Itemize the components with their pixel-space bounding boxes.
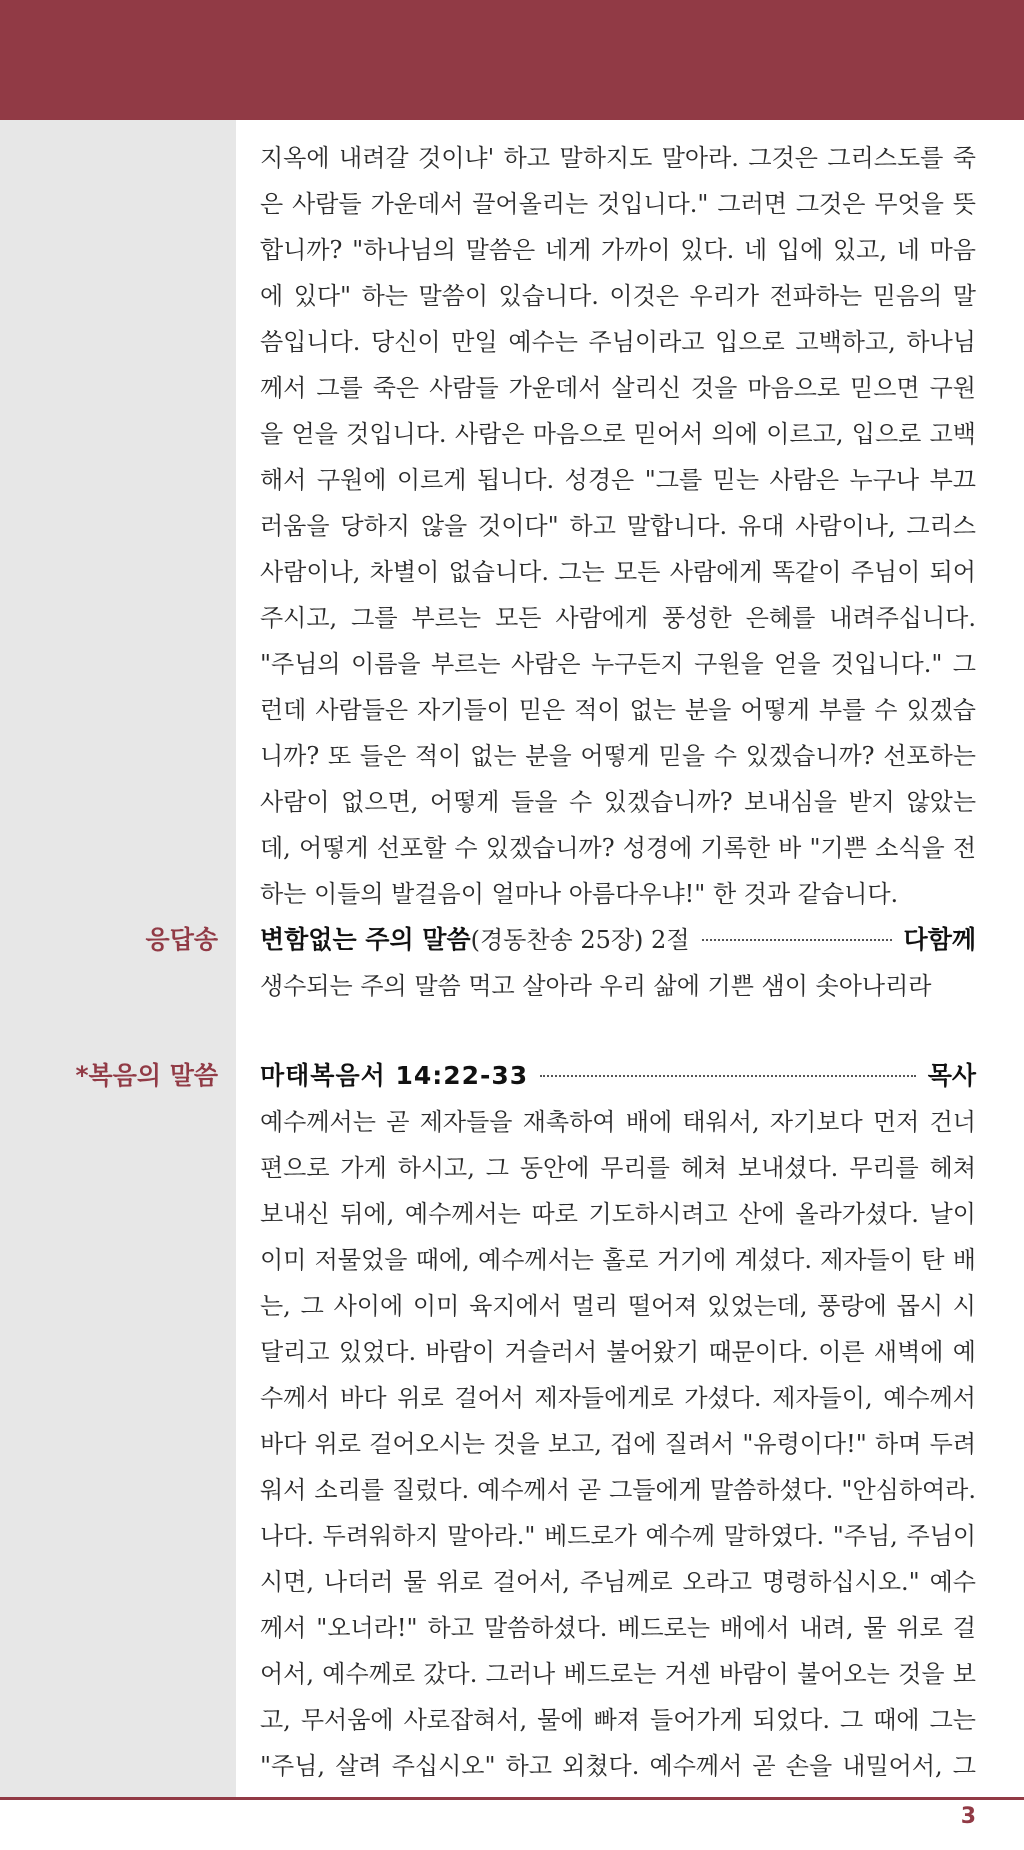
text-line: 시면, 나더러 물 위로 걸어서, 주님께로 오라고 명령하십시오." 예수 <box>260 1568 976 1596</box>
text-line: 이미 저물었을 때에, 예수께서는 홀로 거기에 계셨다. 제자들이 탄 배 <box>260 1246 976 1274</box>
text-line: 에 있다" 하는 말씀이 있습니다. 이것은 우리가 전파하는 믿음의 말 <box>260 282 976 310</box>
text-line: 께서 "오너라!" 하고 말씀하셨다. 베드로는 배에서 내려, 물 위로 걸 <box>260 1614 976 1642</box>
leader-dots <box>702 939 892 941</box>
text-line: 고, 무서움에 사로잡혀서, 물에 빠져 들어가게 되었다. 그 때에 그는 <box>260 1706 976 1734</box>
response-song-title: 변함없는 주의 말씀 <box>260 925 471 954</box>
text-line: 지옥에 내려갈 것이냐' 하고 말하지도 말아라. 그것은 그리스도를 죽 <box>260 144 976 172</box>
text-line: 사람이나, 차별이 없습니다. 그는 모든 사람에게 똑같이 주님이 되어 <box>260 558 976 586</box>
text-line: 께서 그를 죽은 사람들 가운데서 살리신 것을 마음으로 믿으면 구원 <box>260 374 976 402</box>
response-song-lyric: 생수되는 주의 말씀 먹고 살아라 우리 삶에 기쁜 샘이 솟아나리라 <box>260 972 932 1000</box>
text-line: 씀입니다. 당신이 만일 예수는 주님이라고 입으로 고백하고, 하나님 <box>260 328 976 356</box>
response-song-detail: (경동찬송 25장) 2절 <box>470 926 690 954</box>
page-number: 3 <box>960 1804 976 1829</box>
gospel-header <box>260 1061 976 1091</box>
text-line: 수께서 바다 위로 걸어서 제자들에게로 가셨다. 제자들이, 예수께서 <box>260 1384 976 1412</box>
gospel-title: 마태복음서 14:22-33 <box>260 1061 529 1090</box>
text-line: 는, 그 사이에 이미 육지에서 멀리 떨어져 있었는데, 풍랑에 몹시 시 <box>260 1292 976 1320</box>
text-line: 편으로 가게 하시고, 그 동안에 무리를 헤쳐 보내셨다. 무리를 헤쳐 <box>260 1154 976 1182</box>
text-line: 데, 어떻게 선포할 수 있겠습니까? 성경에 기록한 바 "기쁜 소식을 전 <box>260 834 976 862</box>
text-line: 예수께서는 곧 제자들을 재촉하여 배에 태워서, 자기보다 먼저 건너 <box>260 1108 976 1136</box>
text-line: 합니까? "하나님의 말씀은 네게 가까이 있다. 네 입에 있고, 네 마음 <box>260 236 976 264</box>
gospel-reader: 목사 <box>927 1061 976 1090</box>
text-line: 니까? 또 들은 적이 없는 분을 어떻게 믿을 수 있겠습니까? 선포하는 <box>260 742 976 770</box>
text-line: 워서 소리를 질렀다. 예수께서 곧 그들에게 말씀하셨다. "안심하여라. <box>260 1476 976 1504</box>
gospel-label: *복음의 말씀 <box>75 1061 218 1090</box>
text-line: 해서 구원에 이르게 됩니다. 성경은 "그를 믿는 사람은 누구나 부끄 <box>260 466 976 494</box>
text-line: 사람이 없으면, 어떻게 들을 수 있겠습니까? 보내심을 받지 않았는 <box>260 788 976 816</box>
text-line: "주님, 살려 주십시오" 하고 외쳤다. 예수께서 곧 손을 내밀어서, 그 <box>260 1752 976 1780</box>
text-line: 달리고 있었다. 바람이 거슬러서 불어왔기 때문이다. 이른 새벽에 예 <box>260 1338 976 1366</box>
text-line: 나다. 두려워하지 말아라." 베드로가 예수께 말하였다. "주님, 주님이 <box>260 1522 976 1550</box>
footer-rule <box>0 1797 1024 1800</box>
text-line: 보내신 뒤에, 예수께서는 따로 기도하시려고 산에 올라가셨다. 날이 <box>260 1200 976 1228</box>
response-song-leader: 다함께 <box>903 925 976 954</box>
text-line: 바다 위로 걸어오시는 것을 보고, 겁에 질려서 "유령이다!" 하며 두려 <box>260 1430 976 1458</box>
header-band <box>0 0 1024 120</box>
text-line: 하는 이들의 발걸음이 얼마나 아름다우냐!" 한 것과 같습니다. <box>260 880 899 908</box>
text-line: 러움을 당하지 않을 것이다" 하고 말합니다. 유대 사람이나, 그리스 <box>260 512 976 540</box>
text-line: 은 사람들 가운데서 끌어올리는 것입니다." 그러면 그것은 무엇을 뜻 <box>260 190 976 218</box>
response-song-label: 응답송 <box>145 925 218 954</box>
text-line: 을 얻을 것입니다. 사람은 마음으로 믿어서 의에 이르고, 입으로 고백 <box>260 420 976 448</box>
text-line: 런데 사람들은 자기들이 믿은 적이 없는 분을 어떻게 부를 수 있겠습 <box>260 696 976 724</box>
text-line: 어서, 예수께로 갔다. 그러나 베드로는 거센 바람이 불어오는 것을 보 <box>260 1660 976 1688</box>
response-song-header <box>260 925 976 955</box>
text-line: "주님의 이름을 부르는 사람은 누구든지 구원을 얻을 것입니다." 그 <box>260 650 976 678</box>
leader-dots <box>540 1075 915 1077</box>
text-line: 주시고, 그를 부르는 모든 사람에게 풍성한 은혜를 내려주십니다. <box>260 604 976 632</box>
left-margin-column <box>0 120 236 1797</box>
